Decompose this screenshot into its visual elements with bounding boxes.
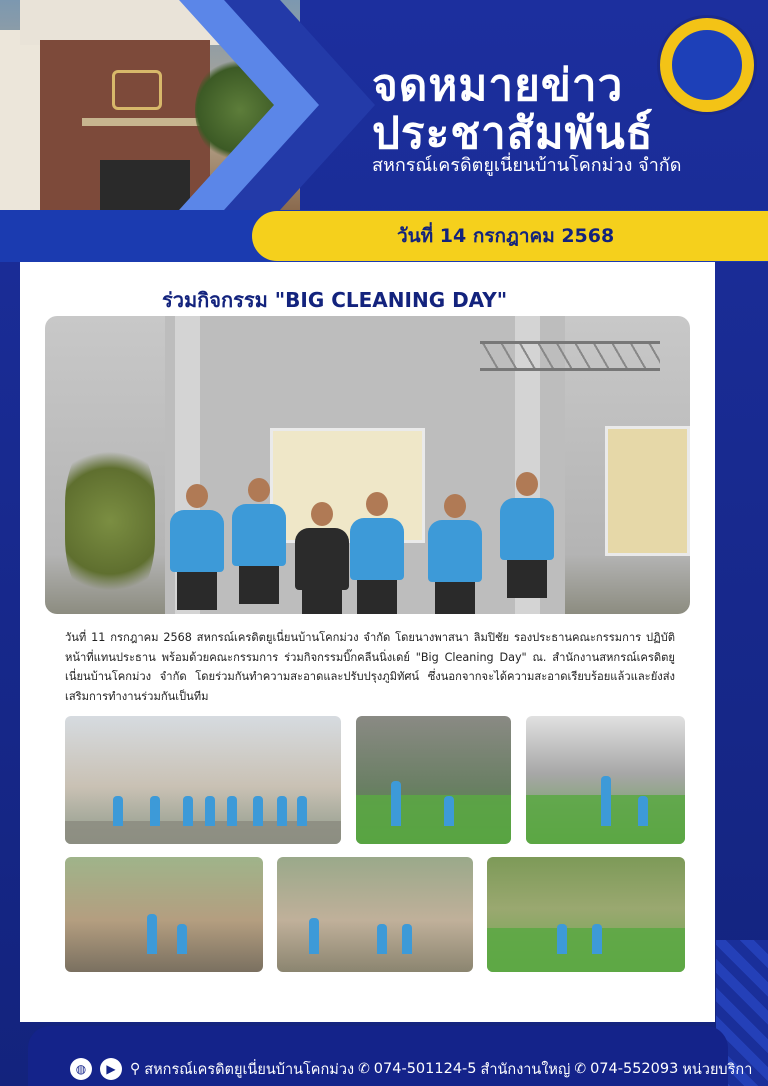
service-unit-label: หน่วยบริกา — [682, 1061, 753, 1078]
cooperative-seal-logo — [657, 15, 757, 115]
organization-name: สหกรณ์เครดิตยูเนี่ยนบ้านโคกม่วง จำกัด — [372, 155, 682, 176]
activity-photo — [526, 716, 685, 844]
facebook-page-name[interactable]: สหกรณ์เครดิตยูเนี่ยนบ้านโคกม่วง — [144, 1061, 355, 1078]
activity-photo — [356, 716, 511, 844]
activity-photo — [65, 857, 263, 972]
newsletter-title-line1: จดหมายข่าว — [372, 60, 624, 111]
phone-icon: ✆ — [358, 1061, 370, 1077]
service-unit-phone[interactable]: 074-552093 — [590, 1061, 679, 1077]
date-banner — [252, 211, 768, 261]
main-group-photo — [45, 316, 690, 614]
youtube-icon[interactable]: ▶ — [100, 1058, 122, 1080]
activity-photo — [277, 857, 473, 972]
location-pin-icon: ⚲ — [130, 1061, 141, 1077]
issue-date: วันที่ 14 กรกฎาคม 2568 — [397, 225, 615, 247]
head-office-label: สำนักงานใหญ่ — [480, 1061, 571, 1078]
globe-icon[interactable]: ◍ — [70, 1058, 92, 1080]
phone-icon: ✆ — [574, 1061, 587, 1077]
article-body: วันที่ 11 กรกฎาคม 2568 สหกรณ์เครดิตยูเนี่ยนบ้านโคกม่วง จำกัด โดยนางพาสนา ลิมปิชัย รองประธานคณะกรรมการ ปฏิบัติหน้าที่แทนประธาน พร้อมด้วยคณะกรรมการ ร่วมกิจกรรมบิ๊กคลีนนิ่งเดย์ "Big Cleaning Day" ณ. สำนักงานสหกรณ์เครดิตยูเนี่ยนบ้านโคกม่วง จำกัด โดยร่วมกันทำความสะอาดและปรับปรุงภูมิทัศน์ ซึ่งนอกจากจะได้ความสะอาดเรียบร้อยแล้วและยังส่งเสริมการทำงานร่วมกันเป็นทีม — [65, 631, 675, 703]
article-title: ร่วมกิจกรรม "BIG CLEANING DAY" — [162, 288, 508, 312]
newsletter-title-line2: ประชาสัมพันธ์ — [372, 108, 654, 159]
activity-photo — [65, 716, 341, 844]
activity-photo — [487, 857, 685, 972]
head-office-phone[interactable]: 074-501124-5 — [373, 1061, 477, 1077]
contact-line — [70, 1056, 752, 1082]
